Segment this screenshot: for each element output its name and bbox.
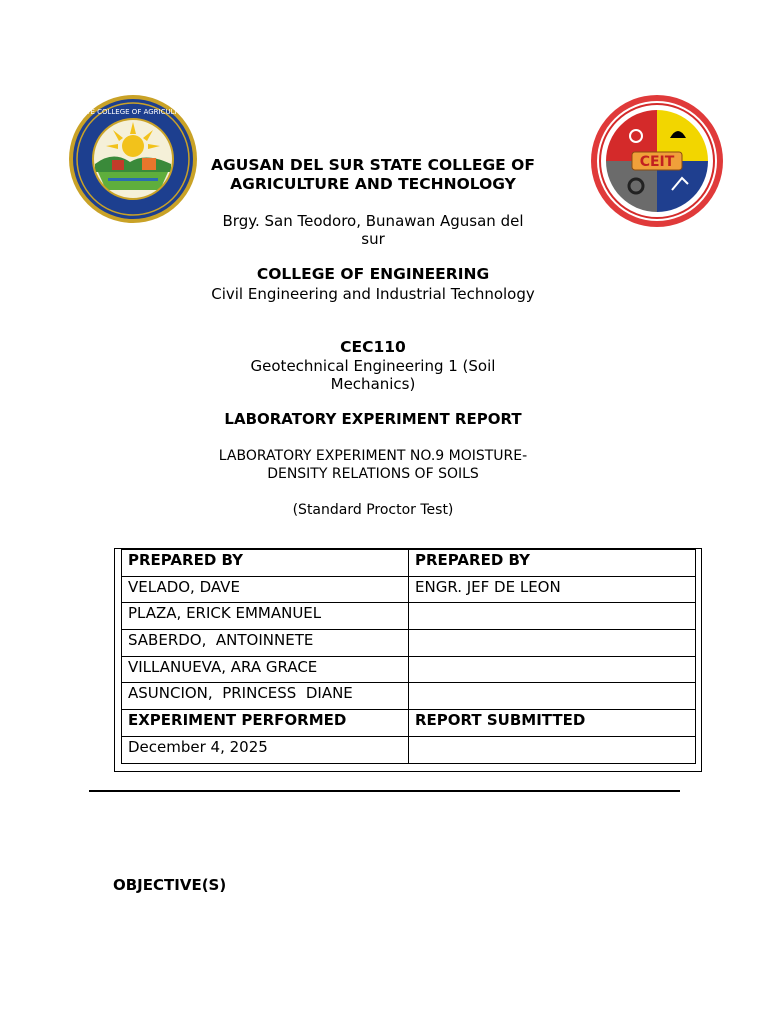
student-name: VELADO, DAVE (122, 576, 409, 603)
experiment-performed-date: December 4, 2025 (122, 736, 409, 763)
empty-cell (409, 603, 696, 630)
table-row (122, 710, 696, 737)
objectives-heading: OBJECTIVE(S) (113, 876, 227, 894)
empty-cell (409, 630, 696, 657)
info-table (121, 549, 696, 764)
experiment-performed-header: EXPERIMENT PERFORMED (122, 710, 409, 737)
student-name: SABERDO, ANTOINNETE (122, 630, 409, 657)
info-table-frame (114, 548, 702, 772)
empty-cell (409, 656, 696, 683)
student-name: ASUNCION, PRINCESS DIANE (122, 683, 409, 710)
empty-cell (409, 683, 696, 710)
table-row (122, 736, 696, 763)
school-name: AGUSAN DEL SUR STATE COLLEGE OF AGRICULTURE AND TECHNOLOGY (211, 156, 535, 193)
course-title: Geotechnical Engineering 1 (Soil Mechanics) (250, 357, 496, 393)
table-row (122, 550, 696, 577)
table-row (122, 630, 696, 657)
department-name: Civil Engineering and Industrial Technology (211, 285, 535, 303)
seal-ring-text: STATE COLLEGE OF AGRICULTURE (73, 108, 193, 116)
experiment-title: LABORATORY EXPERIMENT NO.9 MOISTURE-DENSITY RELATIONS OF SOILS (218, 448, 528, 483)
prepared-by-header: PREPARED BY (122, 550, 409, 577)
school-seal-icon (68, 94, 198, 224)
ceit-seal-icon (590, 94, 724, 228)
horizontal-divider (89, 790, 680, 792)
course-code: CEC110 (340, 338, 406, 356)
college-name: COLLEGE OF ENGINEERING (256, 265, 490, 283)
school-address: Brgy. San Teodoro, Bunawan Agusan del sur (222, 212, 524, 248)
instructor-name: ENGR. JEF DE LEON (409, 576, 696, 603)
ceit-logo-text: CEIT (639, 154, 675, 170)
table-row (122, 576, 696, 603)
student-name: VILLANUEVA, ARA GRACE (122, 656, 409, 683)
student-name: PLAZA, ERICK EMMANUEL (122, 603, 409, 630)
experiment-subtitle: (Standard Proctor Test) (292, 502, 454, 518)
report-title: LABORATORY EXPERIMENT REPORT (224, 410, 522, 428)
table-row (122, 656, 696, 683)
table-row (122, 603, 696, 630)
table-row (122, 683, 696, 710)
report-submitted-date (409, 736, 696, 763)
prepared-by-header-right: PREPARED BY (409, 550, 696, 577)
report-submitted-header: REPORT SUBMITTED (409, 710, 696, 737)
